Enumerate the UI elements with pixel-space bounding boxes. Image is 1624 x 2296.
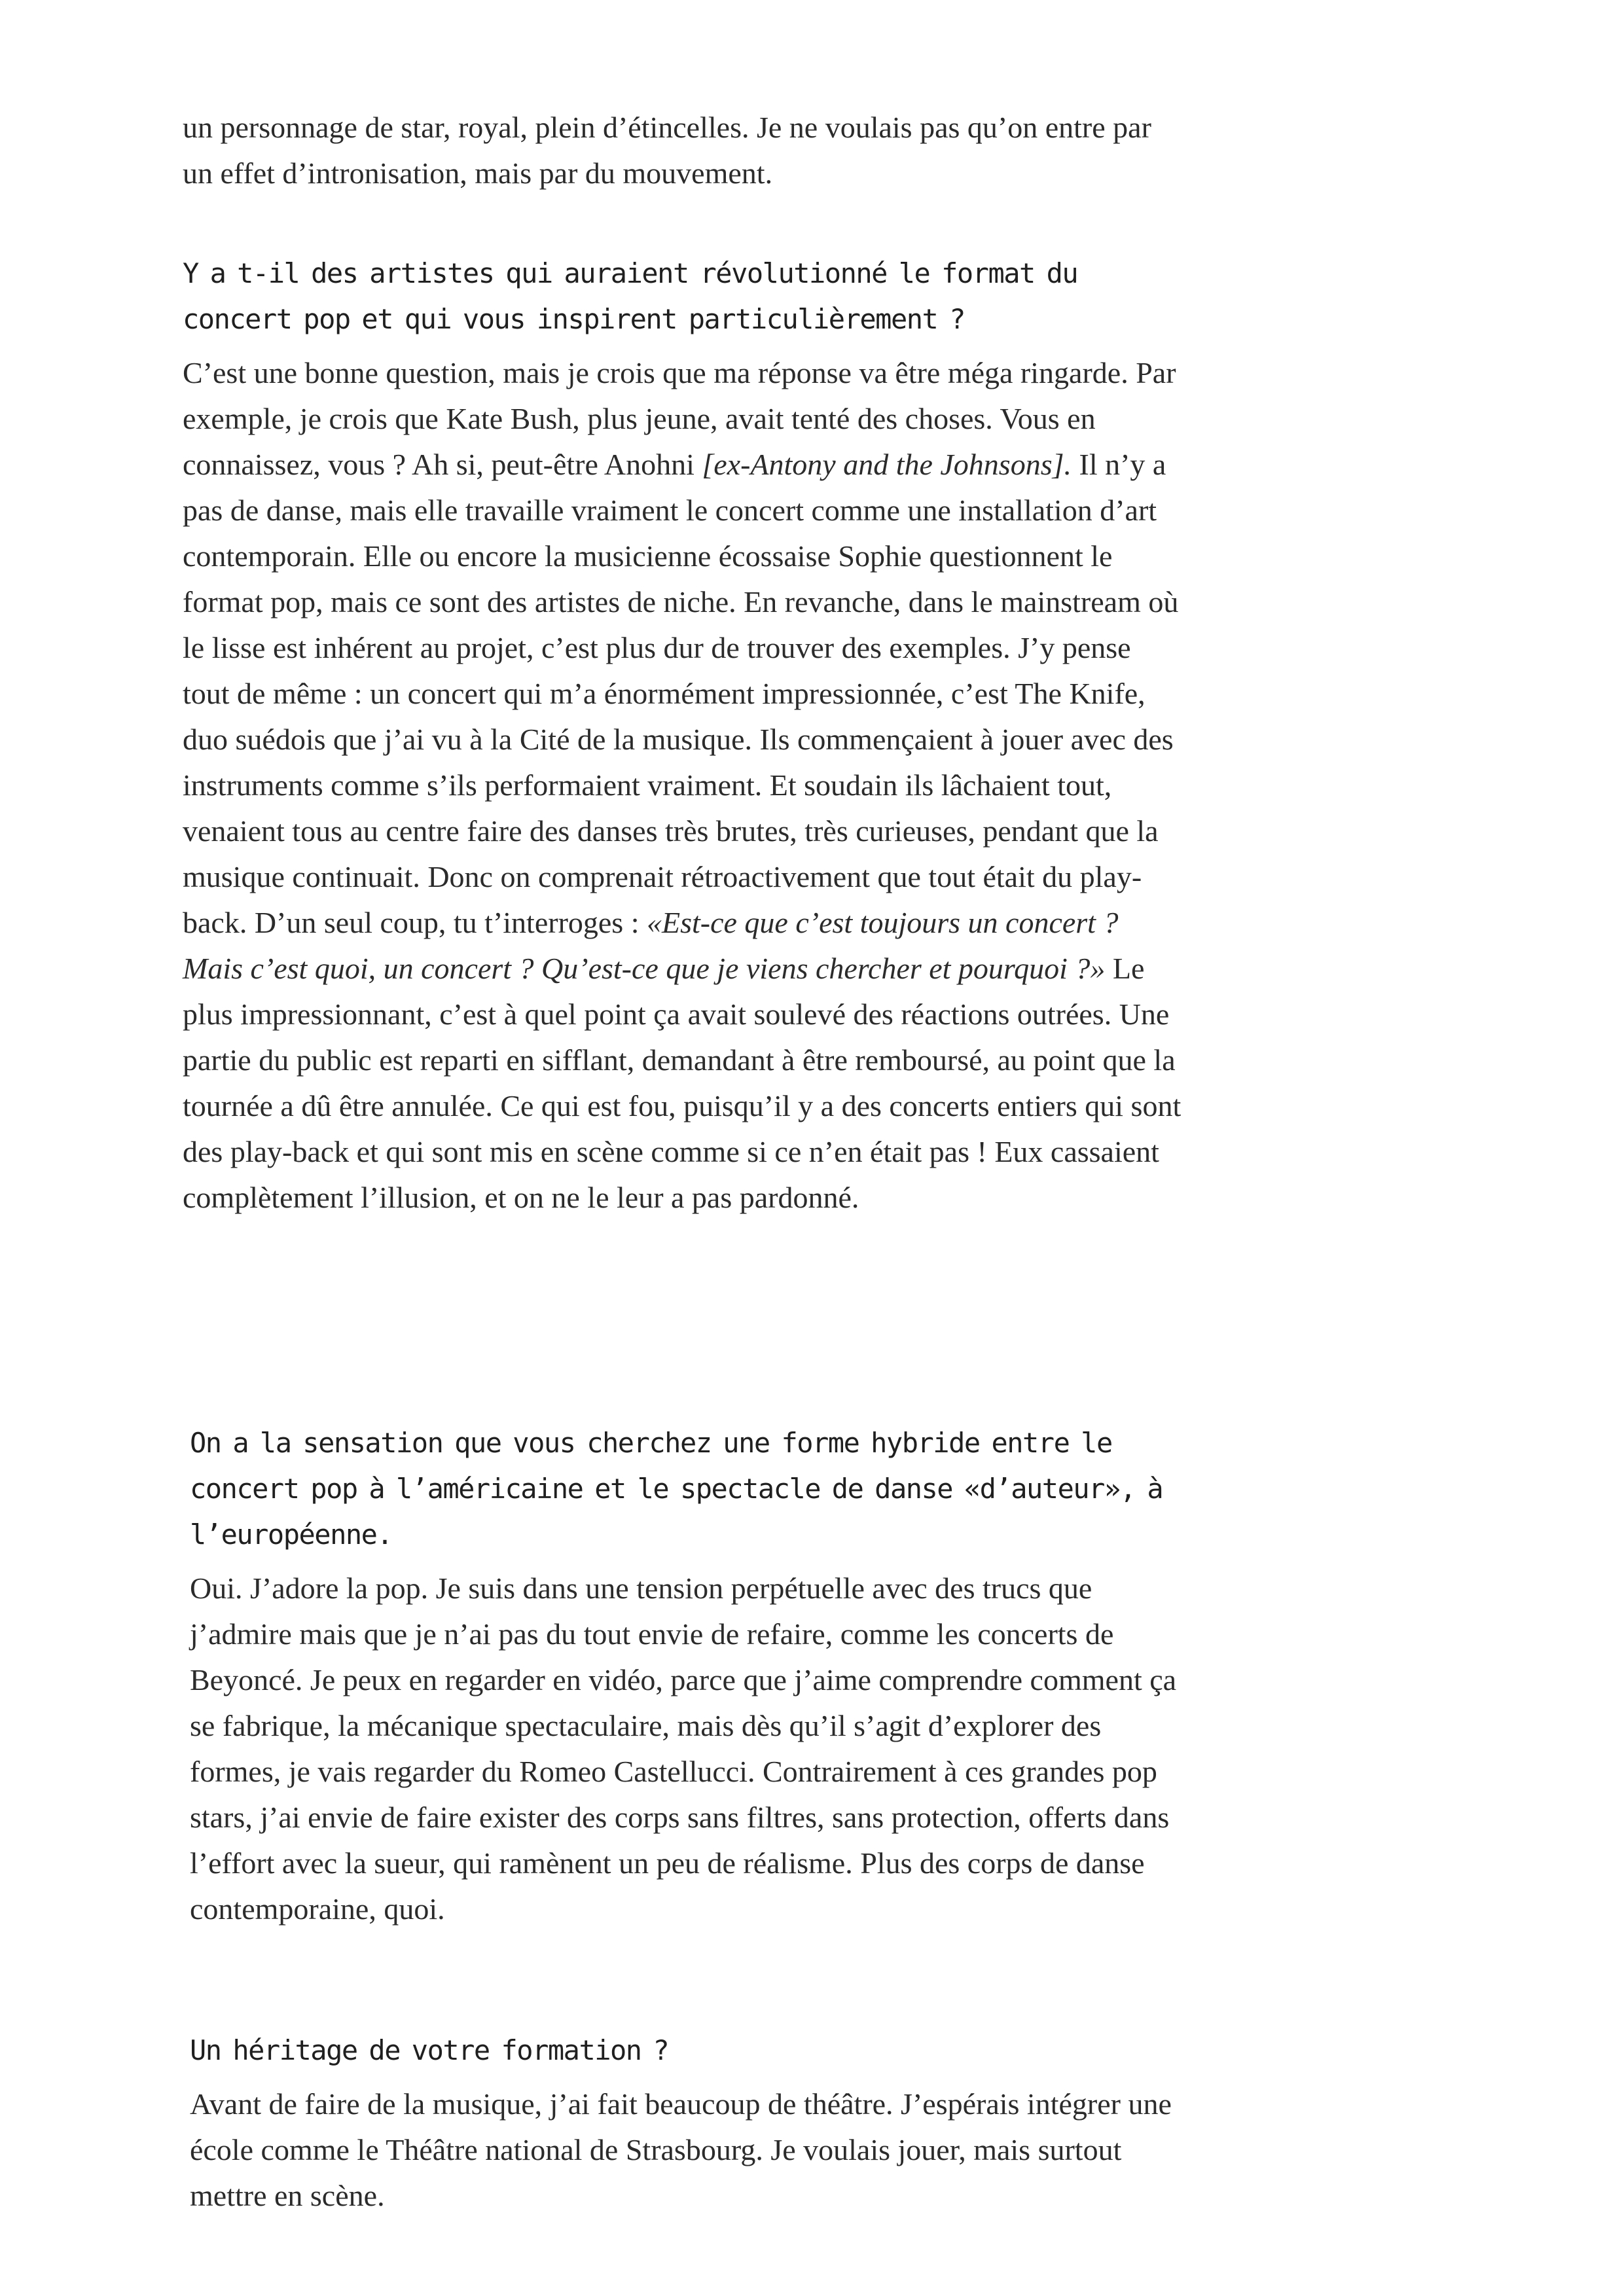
- answer-artists-italic-2: «Est-ce que c’est toujours un concert ? Mais c’est quoi, un concert ? Qu’est-ce que je viens chercher et pourquoi ?»: [183, 906, 1119, 985]
- answer-heritage: Avant de faire de la musique, j’ai fait beaucoup de théâtre. J’espérais intégrer une école comme le Théâtre national de Strasbourg. Je voulais jouer, mais surtout mettre en scène.: [190, 2087, 1172, 2212]
- intro-block: [183, 105, 1184, 196]
- answer-artists: [183, 350, 1184, 1221]
- question-hybrid: On a la sensation que vous cherchez une forme hybride entre le concert pop à l’américaine et le spectacle de danse «d’auteur», à l’européenne.: [190, 1427, 1163, 1551]
- question-heritage: Un héritage de votre formation ?: [190, 2034, 669, 2066]
- answer-artists-text-3: Le plus impressionnant, c’est à quel point ça avait soulevé des réactions outrées. Une partie du public est reparti en sifflant, demandant à être remboursé, au point que la tournée a dû être annulée. Ce qui est fou, puisqu’il y a des concerts entiers qui sont des play-back et qui sont mis en scène comme si ce n’en était pas ! Eux cassaient complètement l’illusion, et on ne le leur a pas pardonné.: [183, 952, 1182, 1214]
- qa-block-heritage: [190, 2028, 1191, 2219]
- answer-hybrid: Oui. J’adore la pop. Je suis dans une tension perpétuelle avec des trucs que j’admire mais que je n’ai pas du tout envie de refaire, comme les concerts de Beyoncé. Je peux en regarder en vidéo, parce que j’aime comprendre comment ça se fabrique, la mécanique spectaculaire, mais dès qu’il s’agit d’explorer des formes, je vais regarder du Romeo Castellucci. Contrairement à ces grandes pop stars, j’ai envie de faire exister des corps sans filtres, sans protection, offerts dans l’effort avec la sueur, qui ramènent un peu de réalisme. Plus des corps de danse contemporaine, quoi.: [190, 1571, 1177, 1926]
- question-artists: Y a t-il des artistes qui auraient révolutionné le format du concert pop et qui vous inspirent particulièrement ?: [183, 257, 1078, 335]
- answer-artists-italic-1: [ex-Antony and the Johnsons].: [702, 448, 1072, 481]
- intro-paragraph: un personnage de star, royal, plein d’étincelles. Je ne voulais pas qu’on entre par un effet d’intronisation, mais par du mouvement.: [183, 111, 1151, 190]
- qa-block-hybrid: [190, 1420, 1191, 1932]
- qa-block-artists: [183, 251, 1184, 1221]
- answer-artists-text-1: C’est une bonne question, mais je crois que ma réponse va être méga ringarde. Par exemple, je crois que Kate Bush, plus jeune, avait tenté des choses. Vous en connaissez, vous ? Ah si, peut-être Anohni: [183, 356, 1176, 481]
- answer-artists-text-2: Il n’y a pas de danse, mais elle travaille vraiment le concert comme une installation d’art contemporain. Elle ou encore la musicienne écossaise Sophie questionnent le format pop, mais ce sont des artistes de niche. En revanche, dans le mainstream où le lisse est inhérent au projet, c’est plus dur de trouver des exemples. J’y pense tout de même : un concert qui m’a énormément impressionnée, c’est The Knife, duo suédois que j’ai vu à la Cité de la musique. Ils commençaient à jouer avec des instruments comme s’ils performaient vraiment. Et soudain ils lâchaient tout, venaient tous au centre faire des danses très brutes, très curieuses, pendant que la musique continuait. Donc on comprenait rétroactivement que tout était du play-back. D’un seul coup, tu t’interroges :: [183, 448, 1179, 939]
